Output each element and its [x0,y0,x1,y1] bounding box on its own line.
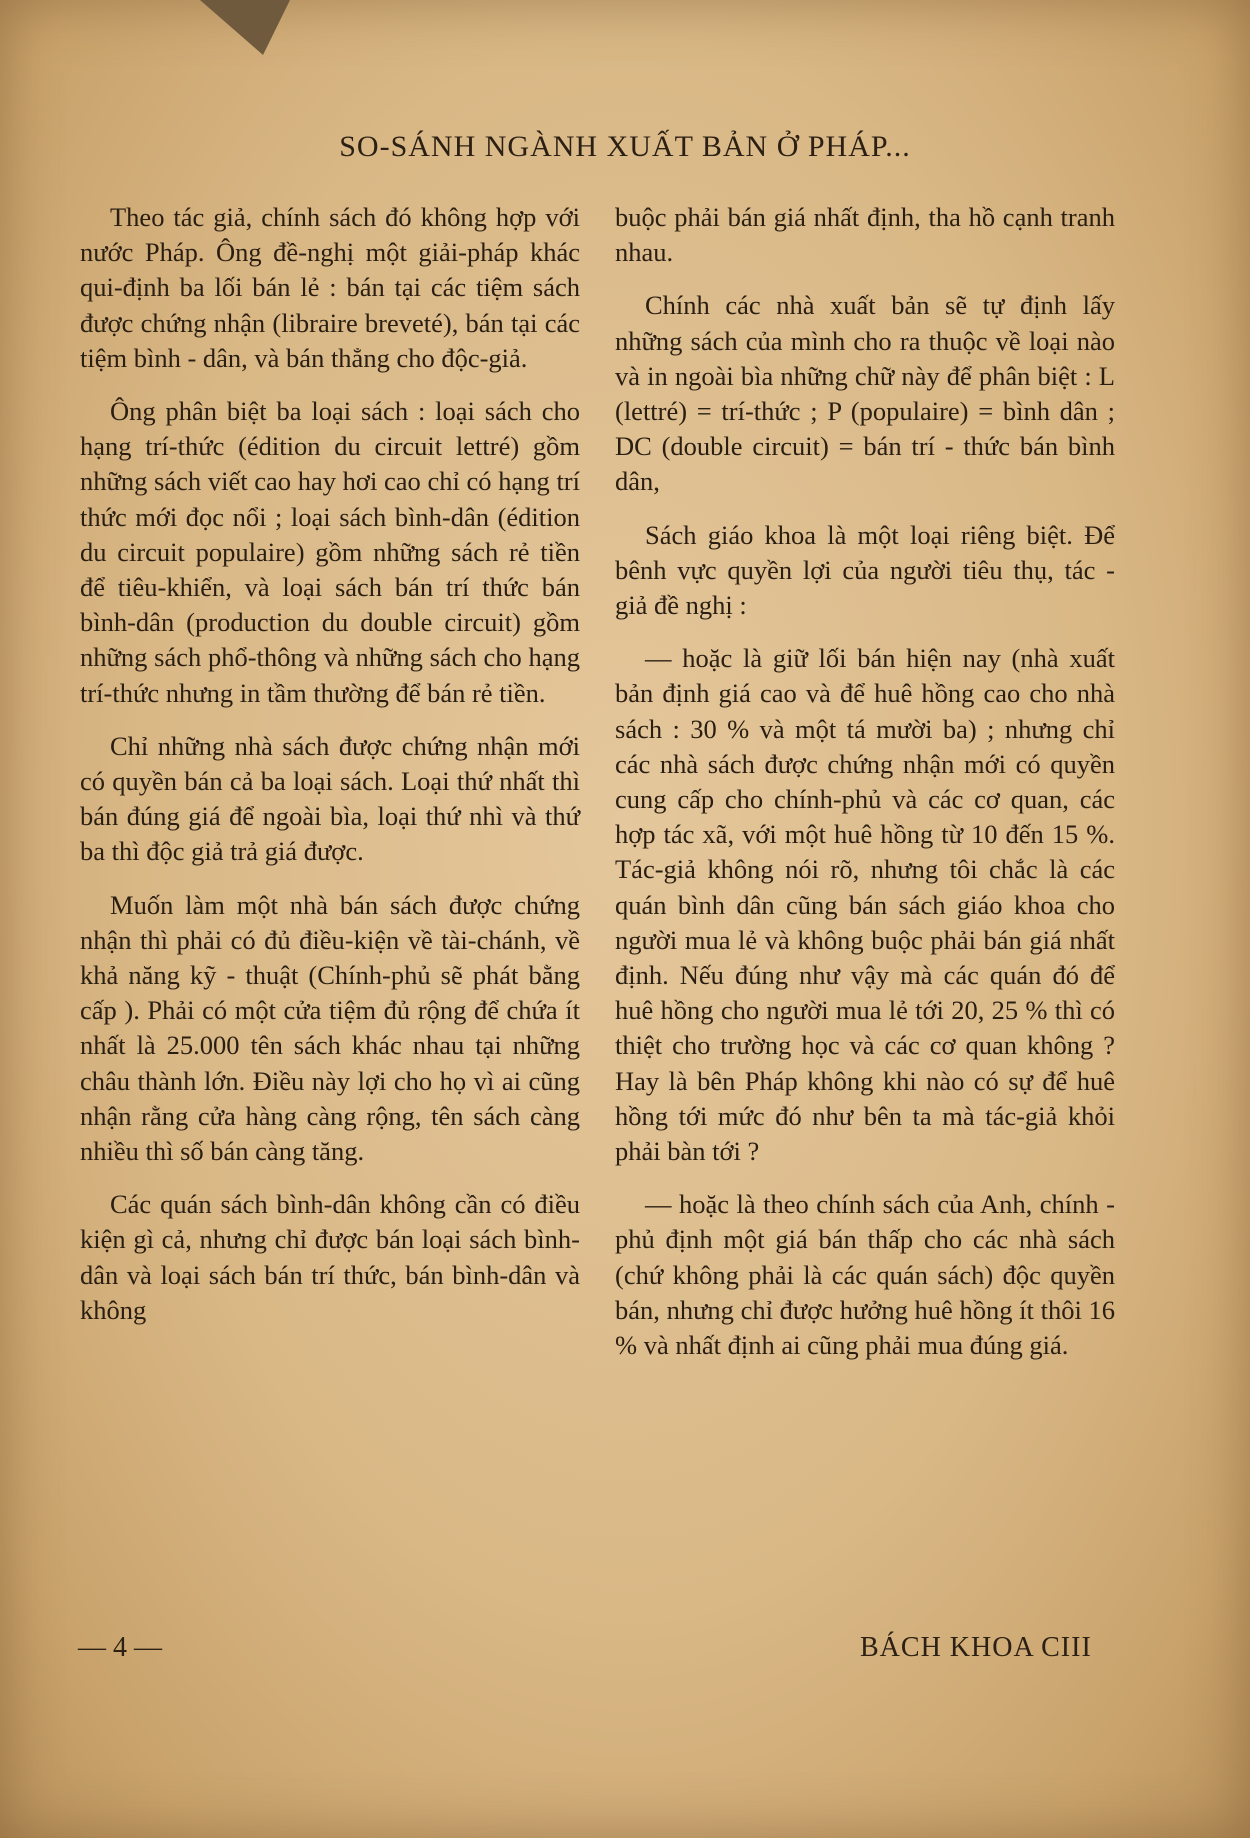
right-column [615,200,1115,1381]
paragraph: — hoặc là giữ lối bán hiện nay (nhà xuất bản định giá cao và để huê hồng cao cho nhà sách : 30 % và một tá mười ba) ; nhưng chỉ các nhà sách được chứng nhận mới có quyền cung cấp cho chính-phủ và các cơ quan, các hợp tác xã, với một huê hồng từ 10 đến 15 %. Tác-giả không nói rõ, nhưng tôi chắc là các quán bình dân cũng bán sách giáo khoa cho người mua lẻ và không buộc phải bán giá nhất định. Nếu đúng như vậy mà các quán đó để huê hồng cho người mua lẻ tới 20, 25 % thì có thiệt cho trường học và các cơ quan không ? Hay là bên Pháp không khi nào có sự để huê hồng tới mức đó như bên ta mà tác-giả khỏi phải bàn tới ? [615,643,1115,1167]
paragraph: Các quán sách bình-dân không cần có điều kiện gì cả, nhưng chỉ được bán loại sách bình-dân và loại sách bán trí thức, bán bình-dân và không [80,1189,580,1325]
paragraph: Chỉ những nhà sách được chứng nhận mới có quyền bán cả ba loại sách. Loại thứ nhất thì bán đúng giá để ngoài bìa, loại thứ nhì và thứ ba thì độc giả trả giá được. [80,730,580,867]
paragraph: Chính các nhà xuất bản sẽ tự định lấy những sách của mình cho ra thuộc về loại nào và in ngoài bìa những chữ này để phân biệt : L (lettré) = trí-thức ; P (populaire) = bình dân ; DC (double circuit) = bán trí - thức bán bình dân, [615,290,1115,497]
paragraph: Muốn làm một nhà bán sách được chứng nhận thì phải có đủ điều-kiện về tài-chánh, về khả năng kỹ - thuật (Chính-phủ sẽ phát bằng cấp ). Phải có một cửa tiệm đủ rộng để chứa ít nhất là 25.000 tên sách khác nhau tại những châu thành lớn. Điều này lợi cho họ vì ai cũng nhận rằng cửa hàng càng rộng, tên sách càng nhiều thì số bán càng tăng. [80,889,580,1167]
paragraph: Theo tác giả, chính sách đó không hợp với nước Pháp. Ông đề-nghị một giải-pháp khác qui-định ba lối bán lẻ : bán tại các tiệm sách được chứng nhận (libraire breveté), bán tại các tiệm bình - dân, và bán thẳng cho độc-giả. [80,202,580,373]
left-column [80,200,580,1346]
page-number: — 4 — [78,1632,162,1663]
running-title: SO-SÁNH NGÀNH XUẤT BẢN Ở PHÁP... [339,130,911,163]
page-tear [200,0,290,55]
paragraph-continuation: buộc phải bán giá nhất định, tha hồ cạnh tranh nhau. [615,202,1115,268]
paragraph: — hoặc là theo chính sách của Anh, chính - phủ định một giá bán thấp cho các nhà sách (chứ không phải là các quán sách) độc quyền bán, nhưng chỉ được hưởng huê hồng ít thôi 16 % và nhất định ai cũng phải mua đúng giá. [615,1189,1115,1361]
paragraph: Sách giáo khoa là một loại riêng biệt. Để bênh vực quyền lợi của người tiêu thụ, tác - giả đề nghị : [615,519,1115,621]
publication-name: BÁCH KHOA CIII [860,1632,1092,1663]
paragraph: Ông phân biệt ba loại sách : loại sách cho hạng trí-thức (édition du circuit lettré) gồm những sách viết cao hay hơi cao chỉ có hạng trí thức mới đọc nổi ; loại sách bình-dân (édition du circuit populaire) gồm những sách rẻ tiền để tiêu-khiển, và loại sách bán trí thức bán bình-dân (production du double circuit) gồm những sách phổ-thông và những sách cho hạng trí-thức nhưng in tầm thường để bán rẻ tiền. [80,396,580,708]
